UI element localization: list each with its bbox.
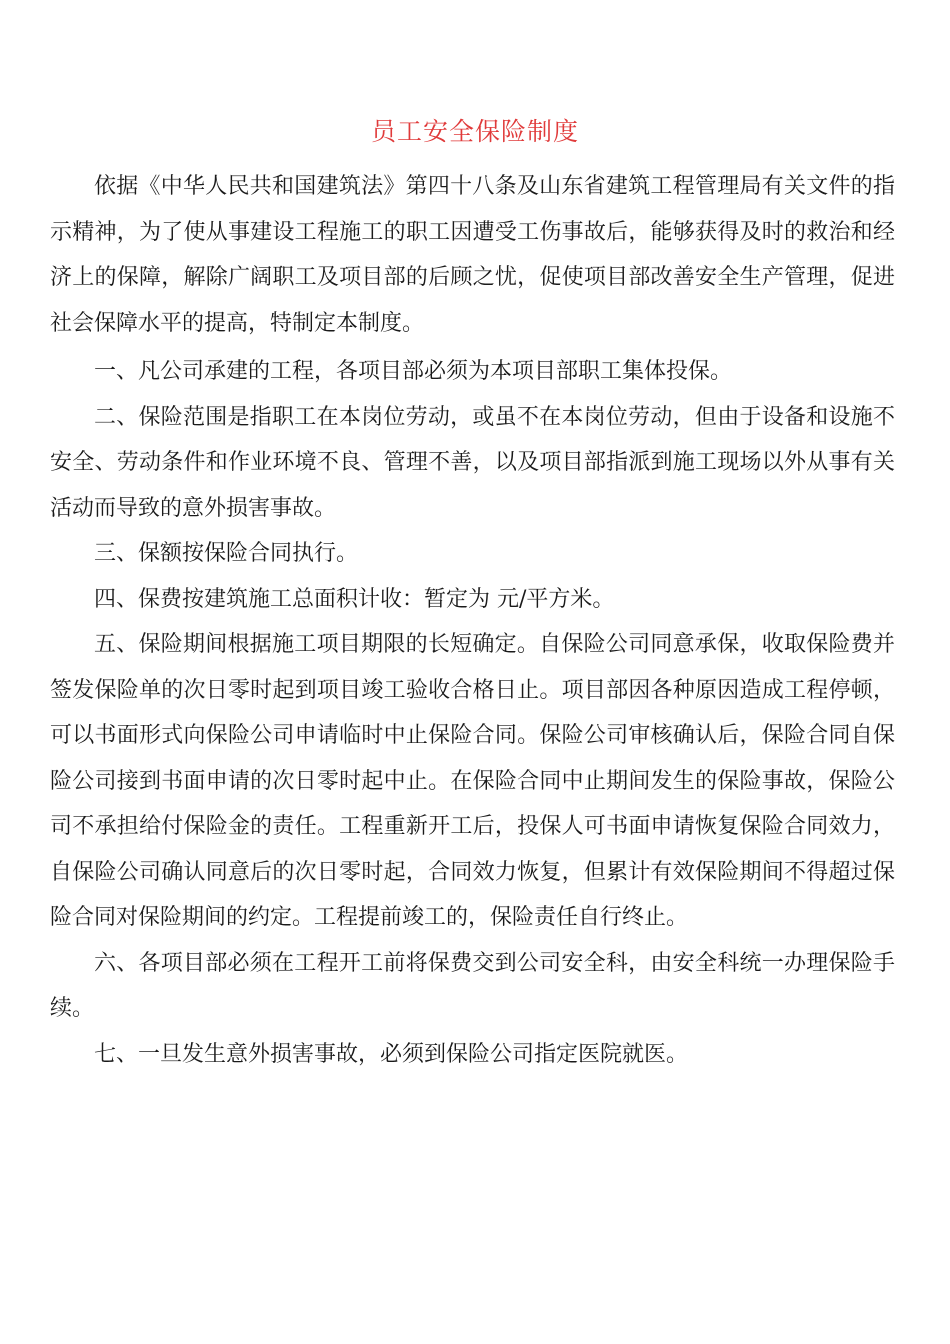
paragraph-clause-2: 二、保险范围是指职工在本岗位劳动，或虽不在本岗位劳动，但由于设备和设施不安全、劳动条件和作业环境不良、管理不善，以及项目部指派到施工现场以外从事有关活动而导致的意外损害事故。	[50, 404, 895, 521]
paragraph-clause-1: 一、凡公司承建的工程，各项目部必须为本项目部职工集体投保。	[94, 359, 733, 384]
paragraph-clause-5: 五、保险期间根据施工项目期限的长短确定。自保险公司同意承保，收取保险费并签发保险单的次日零时起到项目竣工验收合格日止。项目部因各种原因造成工程停顿，可以书面形式向保险公司申请临时中止保险合同。保险公司审核确认后，保险合同自保险公司接到书面申请的次日零时起中止。在保险合同中止期间发生的保险事故，保险公司不承担给付保险金的责任。工程重新开工后，投保人可书面申请恢复保险合同效力，自保险公司确认同意后的次日零时起，合同效力恢复，但累计有效保险期间不得超过保险合同对保险期间的约定。工程提前竣工的，保险责任自行终止。	[50, 632, 895, 930]
document-title: 员工安全保险制度	[370, 117, 579, 146]
document-body	[50, 164, 895, 1077]
paragraph-clause-6: 六、各项目部必须在工程开工前将保费交到公司安全科，由安全科统一办理保险手续。	[50, 950, 895, 1021]
paragraph-intro: 依据《中华人民共和国建筑法》第四十八条及山东省建筑工程管理局有关文件的指示精神，为了使从事建设工程施工的职工因遭受工伤事故后，能够获得及时的救治和经济上的保障，解除广阔职工及项目部的后顾之忧，促使项目部改善安全生产管理，促进社会保障水平的提高，特制定本制度。	[50, 174, 895, 336]
paragraph-clause-3: 三、保额按保险合同执行。	[94, 541, 359, 566]
paragraph-clause-7: 七、一旦发生意外损害事故，必须到保险公司指定医院就医。	[94, 1041, 689, 1067]
paragraph-clause-4: 四、保费按建筑施工总面积计收：暂定为 元/平方米。	[94, 586, 615, 612]
